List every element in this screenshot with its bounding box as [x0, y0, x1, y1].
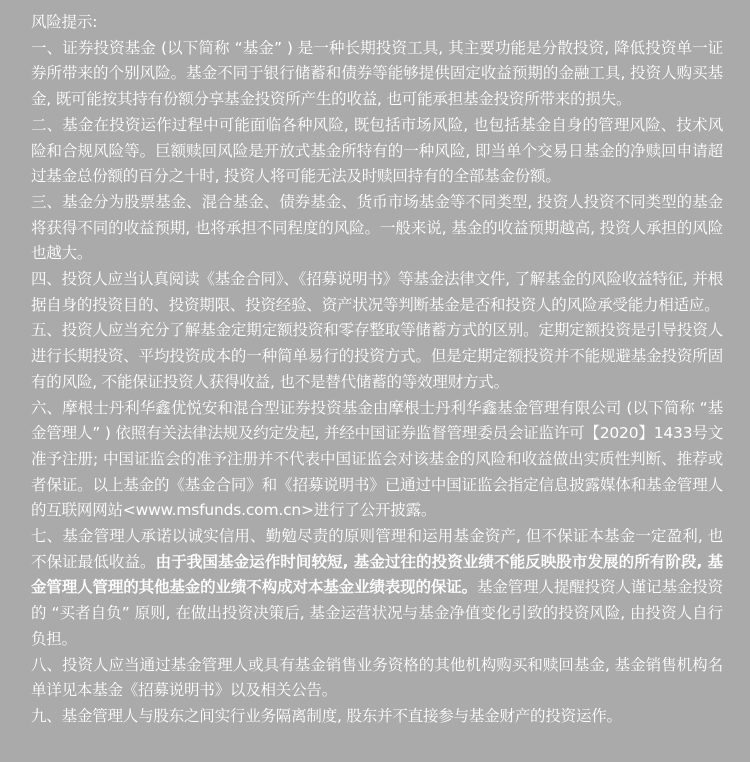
- risk-heading: 风险提示:: [31, 13, 98, 31]
- risk-item-8: 八、投资人应当通过基金管理人或具有基金销售业务资格的其他机构购买和赎回基金, 基金销售机构名单详见本基金《招募说明书》以及相关公告。: [31, 655, 723, 700]
- risk-item-5: 五、投资人应当充分了解基金定期定额投资和零存整取等储蓄方式的区别。定期定额投资是引导投资人进行长期投资、平均投资成本的一种简单易行的投资方式。但是定期定额投资并不能规避基金投资所固有的风险, 不能保证投资人获得收益, 也不是替代储蓄的等效理财方式。: [31, 321, 723, 391]
- risk-item-9: 九、基金管理人与股东之间实行业务隔离制度, 股东并不直接参与基金财产的投资运作。: [31, 706, 622, 725]
- risk-item-7-intro: 七、基金管理人承诺以诚实信用、勤勉尽责的原则管理和运用基金资产, 但不保证本基金一定盈利, 也不保证最低收益。: [31, 527, 723, 571]
- risk-item-3: 三、基金分为股票基金、混合基金、债券基金、货币市场基金等不同类型, 投资人投资不同类型的基金将获得不同的收益预期, 也将承担不同程度的风险。一般来说, 基金的收益预期越高, 投资人承担的风险也越大。: [31, 192, 723, 263]
- risk-item-7-outro: 基金管理人提醒投资人谨记基金投资的 “买者自负” 原则, 在做出投资决策后, 基金运营状况与基金净值变化引致的投资风险, 由投资人自行负担。: [31, 578, 723, 648]
- risk-item-1: 一、证券投资基金 (以下简称 “基金” ) 是一种长期投资工具, 其主要功能是分散投资, 降低投资单一证券所带来的个别风险。基金不同于银行储蓄和债券等能够提供固定收益预期的金融工具, 投资人购买基金, 既可能按其持有份额分享基金投资所产生的收益, 也可能承担基金投资所带来的损失。: [31, 38, 723, 109]
- risk-item-6: 六、摩根士丹利华鑫优悦安和混合型证券投资基金由摩根士丹利华鑫基金管理有限公司 (以下简称 “基金管理人” ) 依照有关法律法规及约定发起, 并经中国证券监督管理委员会证监许可【2020】1433号文准予注册; 中国证监会的准予注册并不代表中国证监会对该基金的风险和收益做出实质性判断、推荐或者保证。以上基金的《基金合同》和《招募说明书》已通过中国证监会指定信息披露媒体和基金管理人的互联网网站<www.msfunds.com.cn>进行了公开披露。: [31, 398, 723, 520]
- risk-item-7-bold-warning: 由于我国基金运作时间较短, 基金过往的投资业绩不能反映股市发展的所有阶段, 基金管理人管理的其他基金的业绩不构成对本基金业绩表现的保证。: [31, 552, 723, 597]
- risk-item-4: 四、投资人应当认真阅读《基金合同》、《招募说明书》等基金法律文件, 了解基金的风险收益特征, 并根据自身的投资目的、投资期限、投资经验、资产状况等判断基金是否和投资人的风险承受能力相适应。: [31, 270, 723, 314]
- risk-item-7: [31, 524, 723, 653]
- risk-disclosure-text: [31, 10, 723, 730]
- risk-item-2: 二、基金在投资运作过程中可能面临各种风险, 既包括市场风险, 也包括基金自身的管理风险、技术风险和合规风险等。巨额赎回风险是开放式基金所特有的一种风险, 即当单个交易日基金的净赎回申请超过基金总份额的百分之十时, 投资人将可能无法及时赎回持有的全部基金份额。: [31, 115, 723, 186]
